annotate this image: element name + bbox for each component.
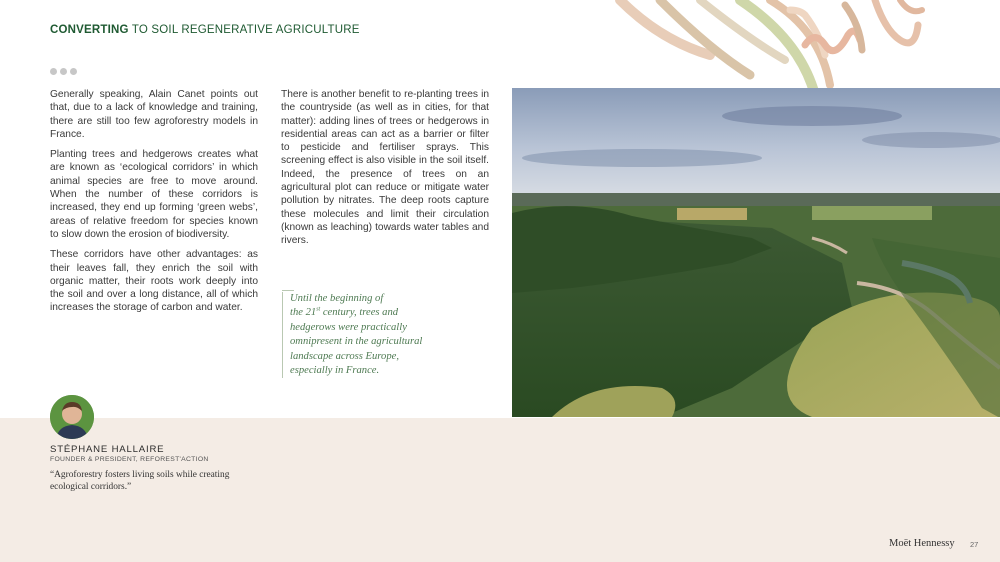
pull-quote-line: hedgerows were practically <box>290 321 407 333</box>
paragraph: Generally speaking, Alain Canet points out that, due to a lack of knowledge and training, there are still too few agroforestry models in France. <box>50 89 258 140</box>
paragraph: These corridors have other advantages: as their leaves fall, they enrich the soil with organic matter, their roots work deeply into the soil and over a long distance, all of which increases the storage of carbon and water. <box>50 249 258 314</box>
paragraph: There is another benefit to re-planting trees in the countryside (as well as in cities, for that matter): adding lines of trees or hedgerows in residential areas can act as a barrier or filter to pesticide and fertiliser sprays. This screening effect is also visible in the soil itself. Indeed, the presence of trees on an agricultural plot can reduce or mitigate water pollution by nitrates. The deep roots capture these molecules and limit their circulation (known as leaching) towards water tables and rivers. <box>281 89 489 247</box>
testimonial-role: FOUNDER & PRESIDENT, REFOREST'ACTION <box>50 456 209 463</box>
body-column-right <box>281 88 489 248</box>
pull-quote-line: omnipresent in the agricultural <box>290 336 423 348</box>
page-number: 27 <box>970 540 979 549</box>
brushstroke-decoration <box>600 0 930 100</box>
testimonial-name: STÉPHANE HALLAIRE <box>50 444 165 455</box>
pull-quote-line: Until the beginning of <box>290 293 384 304</box>
section-title-rest: TO SOIL REGENERATIVE AGRICULTURE <box>128 24 360 36</box>
testimonial-quote: “Agroforestry fosters living soils while creating ecological corridors.” <box>50 470 230 492</box>
pull-quote <box>282 292 470 378</box>
avatar <box>50 395 94 439</box>
pull-quote-line: landscape across Europe, <box>290 350 399 362</box>
pull-quote-line: especially in France. <box>290 365 380 377</box>
section-title-bold: CONVERTING <box>50 24 129 36</box>
brand-logo: Moët Hennessy <box>889 538 955 549</box>
section-title <box>50 24 360 36</box>
body-column-left <box>50 88 258 322</box>
aerial-landscape-photo <box>512 88 1000 417</box>
pull-quote-line: the 21st century, trees and <box>290 306 399 319</box>
three-dots-icon <box>50 68 77 75</box>
paragraph: Planting trees and hedgerows creates what are known as ‘ecological corridors’ in which animal species are free to move around. When the number of these corridors is increased, they end up forming ‘green webs’, areas of relative freedom for species known to slow down the erosion of biodiversity. <box>50 149 258 240</box>
